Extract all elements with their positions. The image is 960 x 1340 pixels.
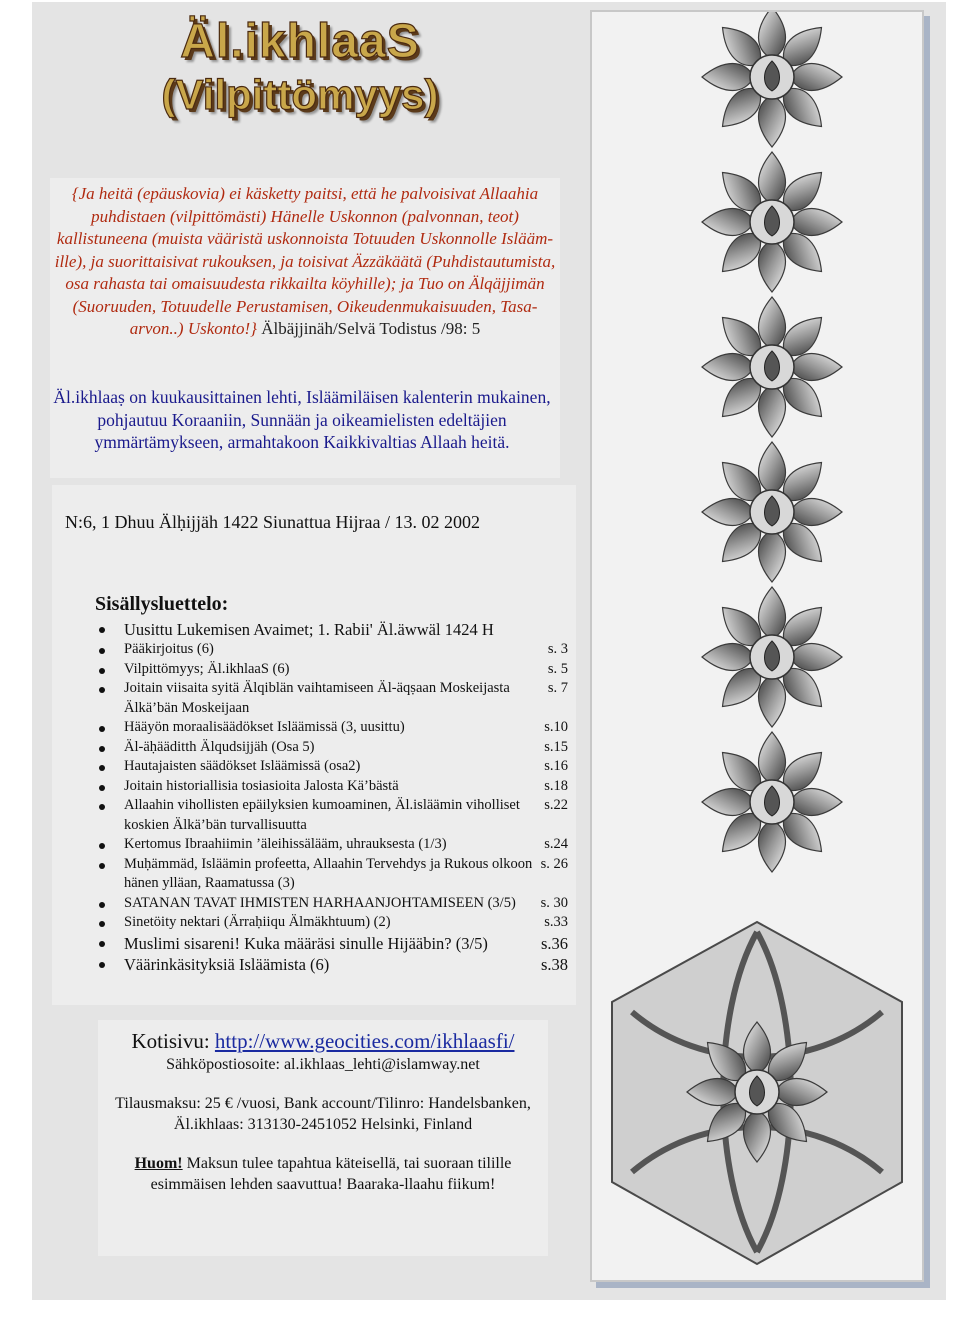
toc-item (96, 757, 568, 777)
toc-row (124, 835, 568, 855)
homepage-link[interactable]: http://www.geocities.com/ikhlaasfi/ (214, 1029, 515, 1053)
quote-text: {Ja heitä (epäuskovia) ei käsketty paitsi, että he palvoisivat Allaahia puhdistaen (vilpittömästi) Hänelle Uskonnon (palvonnan, teot) kallistuneena (muista vääristä uskonnoista Totuuden Uskonnolle Isläämille), ja suorittaisivat rukouksen, ja toisivat Äzzäkäätä (Puhdistautumista, osa rahasta tai omaisuudesta rikkailta köyhille); ja Tuo on Älqäjjimän (Suoruuden, Totuudelle Perustamisen, Oikeudenmukaisuuden, Tasa-arvon..) Uskonto!} (54, 184, 556, 338)
toc-item-page: s. 5 (547, 660, 568, 677)
toc-item-title: Joitain historiallisia tosiasioita Jalosta Kä’bästä (124, 777, 399, 794)
toc-row (124, 738, 568, 758)
toc-list (96, 619, 568, 975)
toc-row (124, 679, 568, 718)
toc-item-page: s.18 (544, 777, 568, 794)
payment-note (98, 1153, 548, 1195)
note-text: Maksun tulee tapahtua käteisellä, tai suoraan tilille esimmäisen lehden saavuttua! Baaraka-llaahu fiikum! (150, 1155, 512, 1193)
ornament-panel (590, 10, 924, 1282)
toc-item-page: s. 3 (547, 641, 568, 657)
toc-item (96, 660, 568, 680)
masthead (150, 15, 450, 118)
toc-item-title: Vilpittömyys; Äl.ikhlaaS (6) (124, 660, 290, 677)
toc-row (124, 757, 568, 777)
toc-item-title: Hääyön moraalisäädökset Isläämissä (3, uusittu) (124, 719, 405, 735)
toc-row (124, 954, 568, 975)
floral-ornament-image (592, 12, 922, 1280)
toc-item-page: s. 30 (540, 894, 568, 911)
toc-row (124, 855, 568, 894)
toc-row (124, 913, 568, 933)
toc-row (124, 619, 568, 640)
email-line: Sähköpostiosoite: al.ikhlaas_lehti@islamway.net (166, 1056, 480, 1073)
toc-item-title: Äl-äḥääditth Älqudsijjäh (Osa 5) (124, 738, 315, 755)
toc-row (124, 640, 568, 660)
toc-item-title: Hautajaisten säädökset Isläämissä (osa2) (124, 758, 361, 774)
masthead-title: Äl.ikhlaaS (180, 15, 420, 68)
toc-item (96, 835, 568, 855)
quran-quote (52, 183, 558, 341)
toc-item-title: Muslimi sisareni! Kuka määräsi sinulle Hijääbin? (3/5) (124, 933, 488, 953)
toc-row (124, 933, 568, 954)
toc-item-page: s. 7 (547, 680, 568, 696)
toc-item-page: s.24 (544, 836, 568, 852)
toc-item-title: Sinetöity nektari (Ärraḥiiqu Älmäkhtuum) (2) (124, 914, 391, 930)
contact-info (98, 1027, 548, 1195)
toc-item-title: Joitain viisaita syitä Älqiblän vaihtamiseen Äl-äqṣaan Moskeijasta Älkä’bän Moskeijaan (124, 680, 510, 716)
toc-item (96, 777, 568, 797)
toc-item-title: Pääkirjoitus (6) (124, 641, 214, 657)
quote-reference: Älbäjjinäh/Selvä Todistus /98: 5 (261, 319, 481, 338)
intro-paragraph: Äl.ikhlaaṣ on kuukausittainen lehti, Isläämiläisen kalenterin mukainen, pohjautuu Koraaniin, Sunnään ja oikeamielisten edeltäjien ymmärtämykseen, armahtakoon Kaikkivaltias Allaah heitä. (53, 387, 551, 452)
toc-title: Sisällysluettelo: (95, 593, 229, 615)
toc-item (96, 933, 568, 954)
issue-line: N:6, 1 Dhuu Älḥijjäh 1422 Siunattua Hijraa / 13. 02 2002 (65, 512, 480, 532)
note-label: Huom! (134, 1155, 183, 1172)
toc-item (96, 738, 568, 758)
toc-item-title: Allaahin vihollisten epäilyksien kumoaminen, Äl.isläämin viholliset koskien Älkä’bän turvallisuutta (124, 797, 520, 833)
toc-item (96, 640, 568, 660)
toc-item (96, 913, 568, 933)
toc-item (96, 855, 568, 894)
masthead-subtitle: (Vilpittömyys) (161, 71, 439, 118)
toc-item (96, 894, 568, 914)
toc-item-page: s.10 (544, 719, 568, 735)
toc-item-page: s.33 (544, 914, 568, 930)
subscription-info: Tilausmaksu: 25 € /vuosi, Bank account/Tilinro: Handelsbanken, Äl.ikhlaas: 313130-2451052 Helsinki, Finland (115, 1095, 531, 1133)
toc-item (96, 796, 568, 835)
toc-row (124, 777, 568, 797)
toc-item (96, 954, 568, 975)
toc-item-title: SATANAN TAVAT IHMISTEN HARHAANJOHTAMISEEN (3/5) (124, 894, 516, 911)
toc-item-title: Väärinkäsityksiä Isläämista (6) (124, 954, 330, 974)
homepage-line (98, 1027, 548, 1055)
toc-row (124, 796, 568, 835)
toc-item-page: s. 26 (540, 855, 568, 872)
toc-item-page: s.16 (544, 758, 568, 774)
toc-item (96, 619, 568, 640)
toc-row (124, 718, 568, 738)
homepage-label: Kotisivu: (131, 1029, 210, 1053)
toc-item-title: Kertomus Ibraahiimin ’äleihissälääm, uhrauksesta (1/3) (124, 836, 447, 852)
toc-item-page: s.38 (540, 954, 568, 974)
toc-item-title: Uusittu Lukemisen Avaimet; 1. Rabii' Äl.äwwäl 1424 H (124, 620, 494, 639)
toc-item-page: s.36 (540, 933, 568, 953)
toc-item (96, 718, 568, 738)
toc-item-title: Muḥämmäd, Isläämin profeetta, Allaahin Tervehdys ja Rukous olkoon hänen ylläan, Raamatussa (3) (124, 855, 533, 891)
toc-row (124, 660, 568, 680)
toc-item-page: s.15 (544, 738, 568, 755)
toc-item (96, 679, 568, 718)
toc-row (124, 894, 568, 914)
toc-item-page: s.22 (544, 797, 568, 813)
